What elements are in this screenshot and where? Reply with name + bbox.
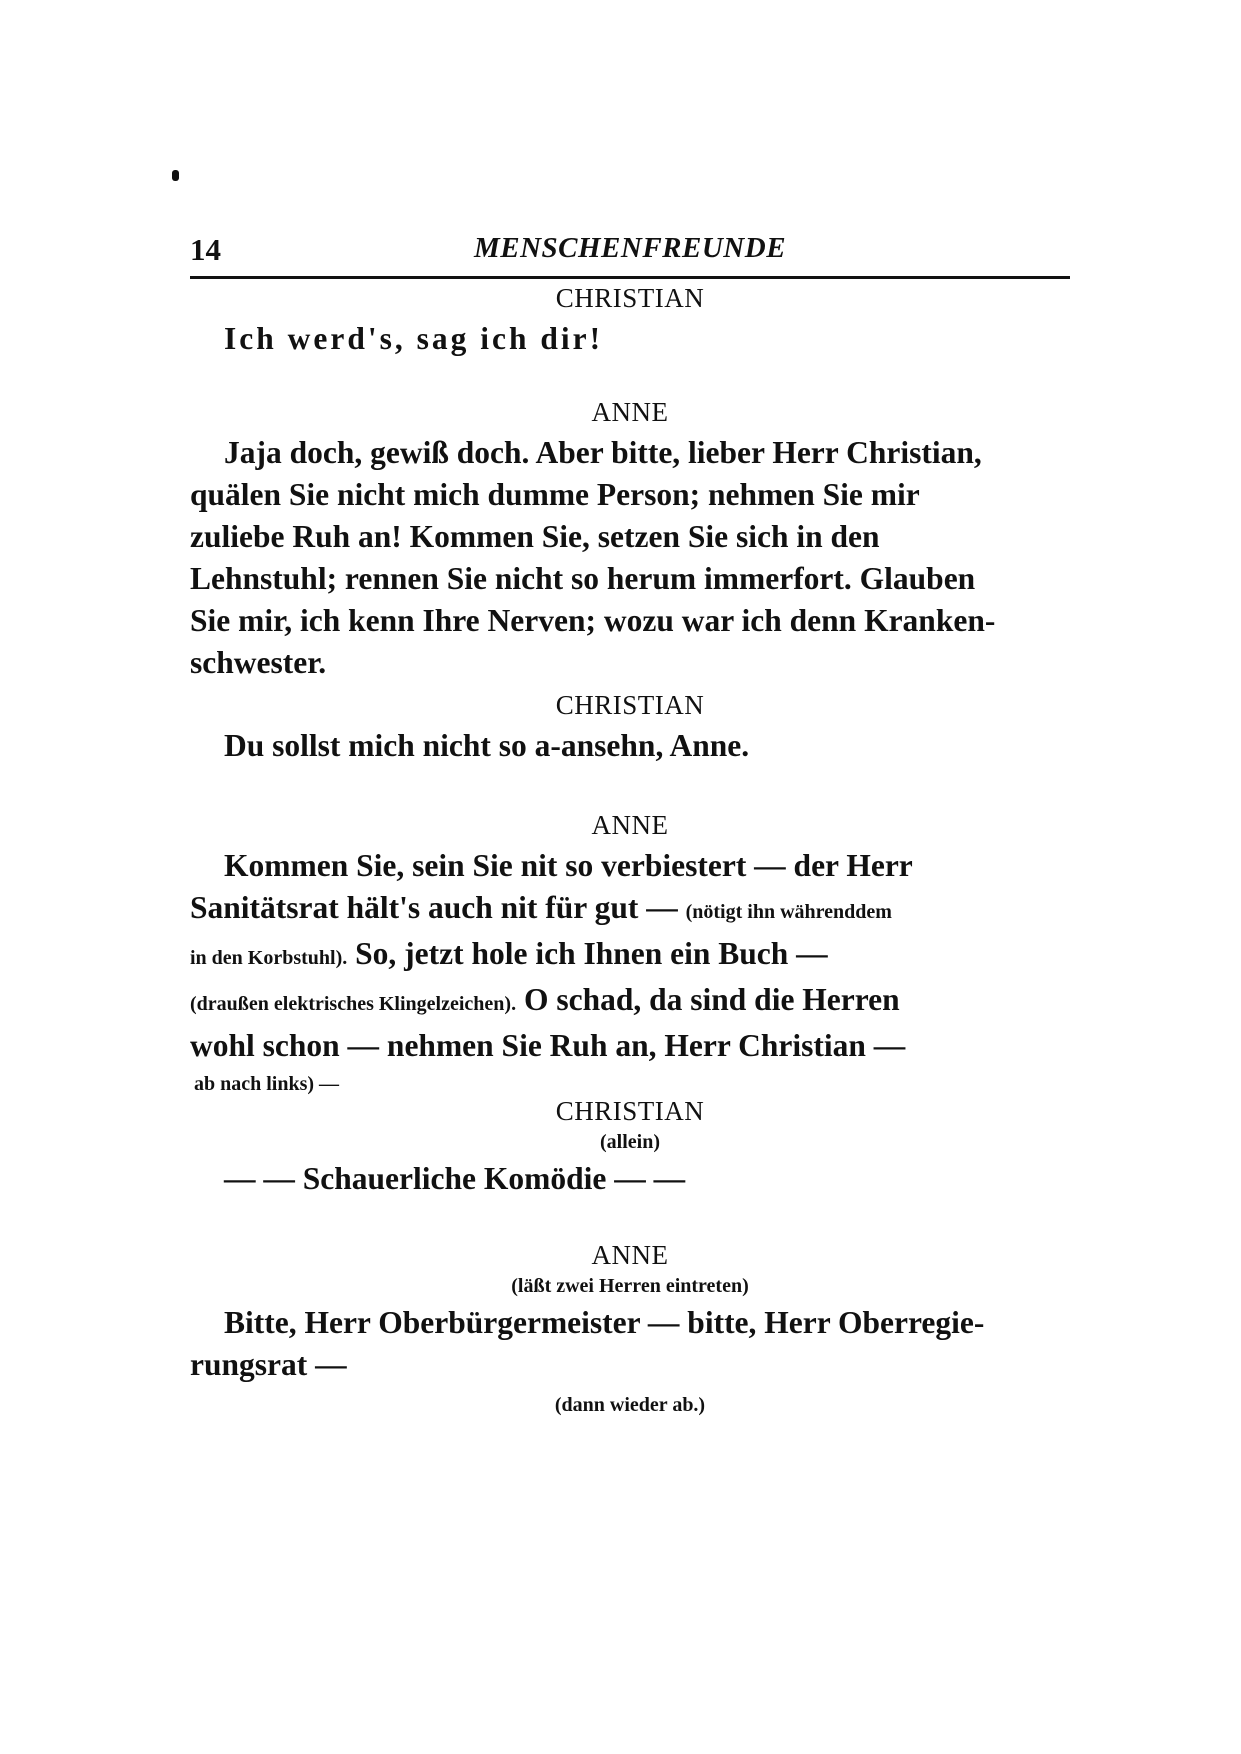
speech-line: — — Schauerliche Komödie — — <box>224 1161 686 1196</box>
speech-text: Sanitätsrat hält's auch nit für gut — <box>190 890 678 925</box>
speech-line: quälen Sie nicht mich dumme Person; nehmen Sie mir <box>190 477 920 512</box>
speech-line: zuliebe Ruh an! Kommen Sie, setzen Sie sich in den <box>190 519 880 554</box>
speech-anne-2 <box>190 810 1070 1101</box>
stage-direction: (allein) <box>600 1131 660 1153</box>
speech-line: Du sollst mich nicht so a-ansehn, Anne. <box>224 728 750 763</box>
speech-line: Lehnstuhl; rennen Sie nicht so herum immerfort. Glauben <box>190 561 976 596</box>
speech-line <box>190 933 1070 979</box>
speaker-name: ANNE <box>591 1240 669 1270</box>
speaker-name: ANNE <box>591 397 669 427</box>
speech-line: Bitte, Herr Oberbürgermeister — bitte, Herr Oberregie- <box>224 1305 985 1340</box>
speech-line <box>190 318 1070 360</box>
speech-text: So, jetzt hole ich Ihnen ein Buch — <box>355 936 828 971</box>
stage-direction: ab nach links) — <box>194 1073 340 1095</box>
speech-anne-3 <box>190 1240 1070 1417</box>
speech-line: Jaja doch, gewiß doch. Aber bitte, lieber Herr Christian, <box>224 435 982 470</box>
speech-text: O schad, da sind die Herren <box>523 982 900 1017</box>
header-rule <box>190 276 1070 279</box>
stage-direction: (dann wieder ab.) <box>554 1394 706 1416</box>
speech-line: Kommen Sie, sein Sie nit so verbiestert — der Herr <box>224 848 913 883</box>
speech-christian-1 <box>190 283 1070 360</box>
speech-line: Sie mir, ich kenn Ihre Nerven; wozu war ich denn Kranken- <box>190 603 996 638</box>
speech-christian-2 <box>190 690 1070 767</box>
page-header <box>190 232 1070 272</box>
speech-line: wohl schon — nehmen Sie Ruh an, Herr Christian — <box>190 1028 906 1063</box>
running-title: MENSCHENFREUNDE <box>473 232 787 264</box>
speech-christian-3 <box>190 1096 1070 1200</box>
speech-line: rungsrat — <box>190 1347 347 1382</box>
page-number: 14 <box>190 232 221 267</box>
speech-anne-1 <box>190 397 1070 684</box>
stage-direction: in den Korbstuhl). <box>190 947 348 969</box>
speaker-name: CHRISTIAN <box>555 690 705 720</box>
speech-line: schwester. <box>190 645 327 680</box>
stage-direction: (läßt zwei Herren eintreten) <box>511 1275 749 1297</box>
stage-direction: (draußen elektrisches Klingelzeichen). <box>190 993 517 1015</box>
print-speck <box>172 170 179 181</box>
speech-line <box>190 887 1070 933</box>
speaker-name: ANNE <box>591 810 669 840</box>
speaker-name: CHRISTIAN <box>555 1096 705 1126</box>
speech-text: Ich werd's, sag ich dir! <box>224 321 604 356</box>
speech-line <box>190 979 1070 1025</box>
stage-direction: (nötigt ihn währenddem <box>685 901 892 923</box>
speaker-name: CHRISTIAN <box>555 283 705 313</box>
